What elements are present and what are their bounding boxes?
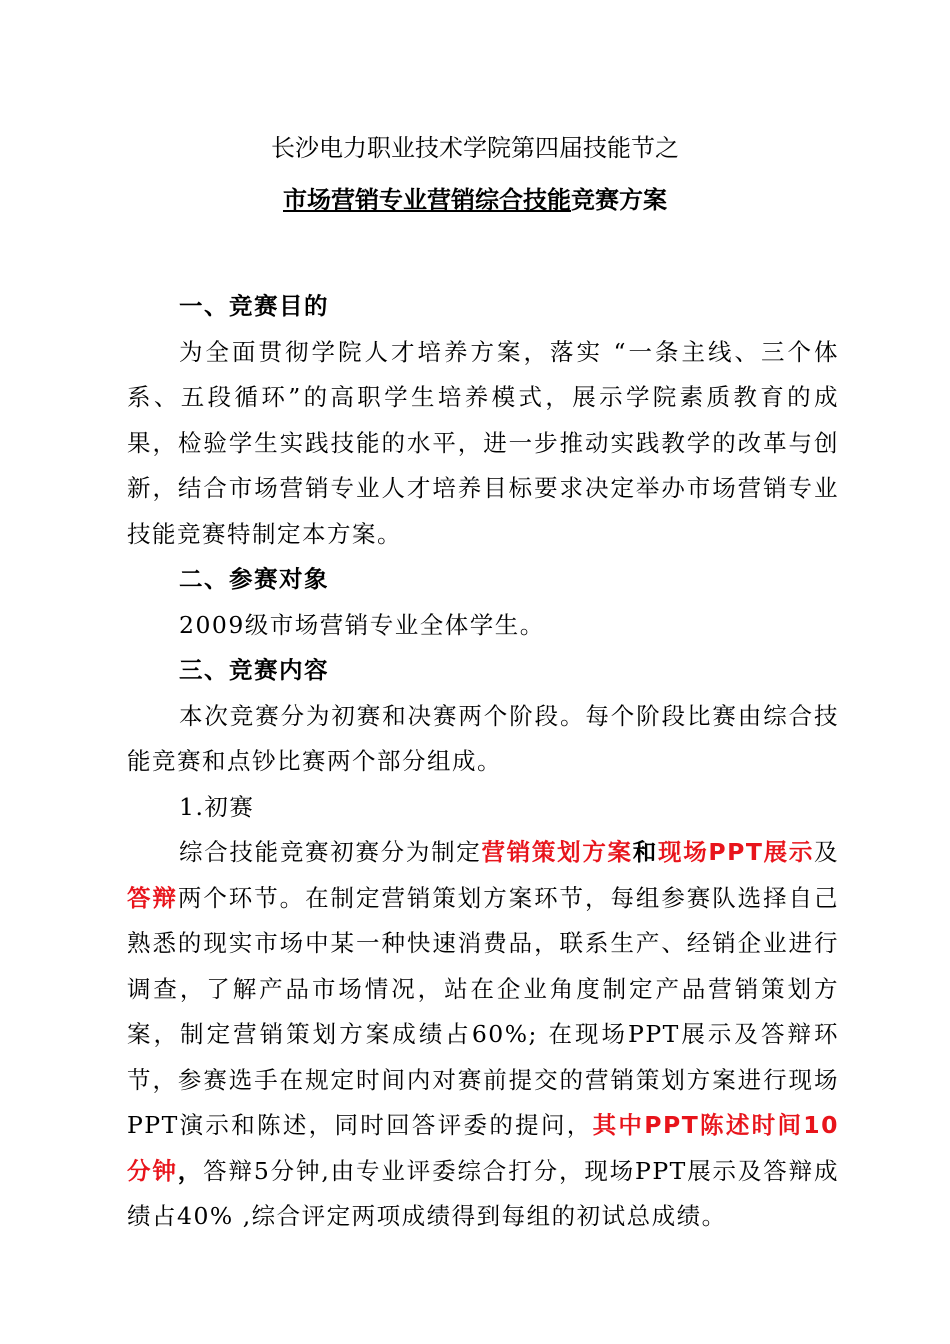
document-body [127,284,839,1240]
document-title-underlined: 市场营销专业营销综合技能 [283,186,571,214]
text-segment: 及 [814,838,840,866]
section-paragraph-content: 本次竞赛分为初赛和决赛两个阶段。每个阶段比赛由综合技能竞赛和点钞比赛两个部分组成。 [127,701,839,775]
text-segment-bold: ， [177,1156,204,1185]
section-heading-content: 三、竞赛内容 [179,656,329,684]
document-subtitle: 长沙电力职业技术学院第四届技能节之 [271,134,679,162]
section-paragraph-participants: 2009级市场营销专业全体学生。 [179,610,545,639]
highlight-ppt-time: 其中PPT陈述时间10分钟 [127,1111,839,1185]
highlight-defense: 答辩 [127,883,178,912]
highlight-ppt-presentation: 现场PPT展示 [658,838,815,866]
highlight-marketing-plan: 营销策划方案 [481,838,633,866]
section-heading-participants: 二、参赛对象 [179,565,329,593]
text-segment: 两个环节。在制定营销策划方案环节，每组参赛队选择自己熟悉的现实市场中某一种快速消费品，联系生产、经销企业进行调查，了解产品市场情况，站在企业角度制定产品营销策划方案，制定营销策划方案成绩占60%; 在现场PPT展示及答辩环节，参赛选手在规定时间内对赛前提交的营销策划方案进行现场PPT演示和陈述，同时回答评委的提问， [127,883,840,1139]
document-title-rest: 竞赛方案 [571,186,667,214]
section-paragraph-purpose: 为全面贯彻学院人才培养方案，落实 “一条主线、三个体系、五段循环”的高职学生培养模式，展示学院素质教育的成果，检验学生实践技能的水平，进一步推动实践教学的改革与创新，结合市场营销专业人才培养目标要求决定举办市场营销专业技能竞赛特制定本方案。 [127,337,839,548]
text-segment: 答辩5分钟,由专业评委综合打分，现场PPT展示及答辩成绩占40% ,综合评定两项成绩得到每组的初试总成绩。 [127,1156,840,1230]
subsection-paragraph-preliminary [127,830,839,1240]
section-heading-purpose: 一、竞赛目的 [179,292,329,320]
document-title [0,180,950,220]
subsection-label-preliminary: 1.初赛 [179,792,255,821]
text-segment: 综合技能竞赛初赛分为制定 [179,838,482,866]
text-segment-bold: 和 [632,838,658,866]
